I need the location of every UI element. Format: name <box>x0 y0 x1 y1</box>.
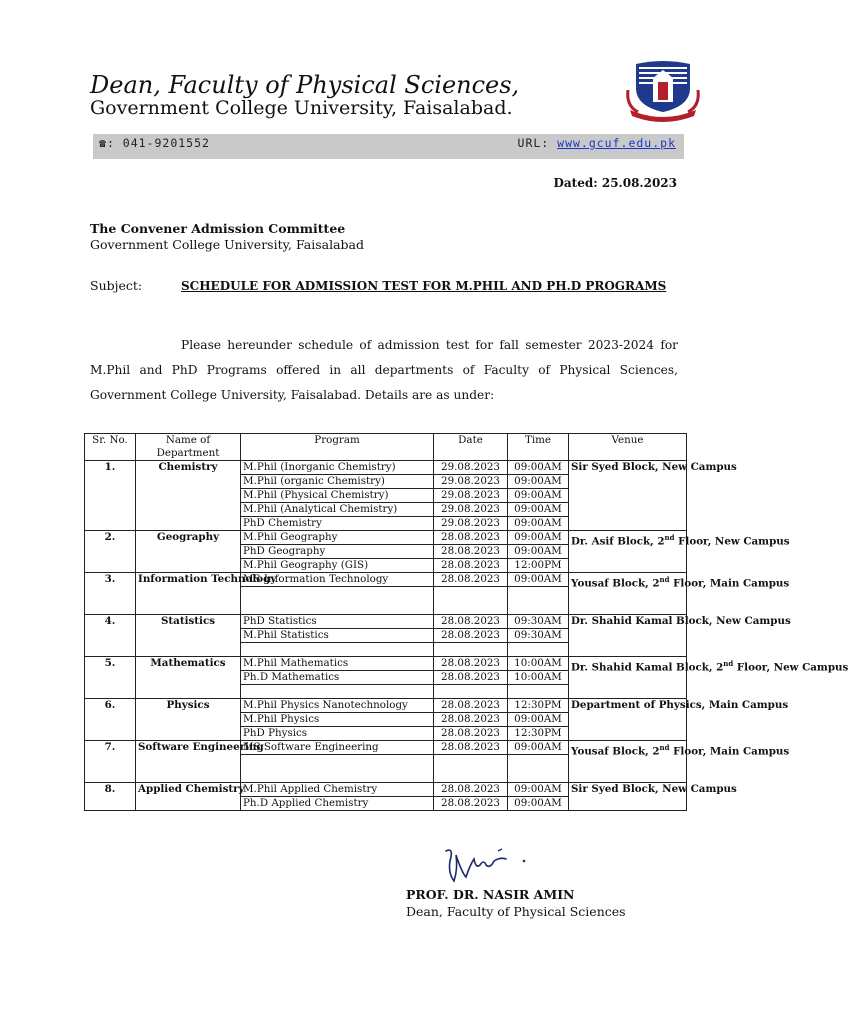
test-time: 10:00AM <box>508 671 569 685</box>
test-date: 28.08.2023 <box>434 657 508 671</box>
test-date: 28.08.2023 <box>434 671 508 685</box>
department-name: Applied Chemistry <box>136 783 241 811</box>
test-time: 09:00AM <box>508 741 569 755</box>
test-date: 29.08.2023 <box>434 517 508 531</box>
table-row <box>85 657 687 671</box>
subject-label: Subject: <box>90 278 143 293</box>
venue: Dr. Asif Block, 2nd Floor, New Campus <box>569 531 687 573</box>
test-date: 29.08.2023 <box>434 475 508 489</box>
empty-cell <box>434 643 508 657</box>
venue: Department of Physics, Main Campus <box>569 699 687 741</box>
serial-number: 4. <box>85 615 136 657</box>
program-name: MS Information Technology <box>241 573 434 587</box>
university-crest-icon <box>624 60 702 120</box>
table-row <box>85 615 687 629</box>
test-time: 09:00AM <box>508 783 569 797</box>
program-name: PhD Statistics <box>241 615 434 629</box>
test-time: 09:00AM <box>508 545 569 559</box>
empty-cell <box>434 587 508 615</box>
test-time: 09:30AM <box>508 615 569 629</box>
program-name: M.Phil Mathematics <box>241 657 434 671</box>
venue: Sir Syed Block, New Campus <box>569 783 687 811</box>
test-time: 09:00AM <box>508 503 569 517</box>
program-name: M.Phil (Analytical Chemistry) <box>241 503 434 517</box>
program-name: M.Phil Geography <box>241 531 434 545</box>
phone-number: : 041-9201552 <box>106 136 210 150</box>
table-row <box>85 699 687 713</box>
department-name: Physics <box>136 699 241 741</box>
schedule-table <box>84 433 848 811</box>
test-date: 29.08.2023 <box>434 461 508 475</box>
serial-number: 2. <box>85 531 136 573</box>
department-name: Chemistry <box>136 461 241 531</box>
test-time: 09:00AM <box>508 531 569 545</box>
empty-cell <box>241 643 434 657</box>
venue: Yousaf Block, 2nd Floor, Main Campus <box>569 741 687 783</box>
schedule-body <box>85 461 848 811</box>
test-date: 28.08.2023 <box>434 713 508 727</box>
test-date: 28.08.2023 <box>434 741 508 755</box>
column-header: Name of Department <box>136 434 241 461</box>
test-time: 09:00AM <box>508 489 569 503</box>
empty-cell <box>241 685 434 699</box>
website-line <box>518 136 676 150</box>
program-name: PhD Chemistry <box>241 517 434 531</box>
phone-icon: ☎ <box>99 136 107 150</box>
test-time: 09:00AM <box>508 475 569 489</box>
test-date: 28.08.2023 <box>434 629 508 643</box>
program-name: PhD Physics <box>241 727 434 741</box>
department-name: Software Engineering <box>136 741 241 783</box>
program-name: Ph.D Applied Chemistry <box>241 797 434 811</box>
test-date: 28.08.2023 <box>434 783 508 797</box>
column-header: Sr. No. <box>85 434 136 461</box>
recipient-organization: Government College University, Faisalabad <box>90 237 364 252</box>
letter-date: Dated: 25.08.2023 <box>553 176 677 190</box>
table-row <box>85 531 687 545</box>
department-name: Information Technology <box>136 573 241 615</box>
program-name: M.Phil (Inorganic Chemistry) <box>241 461 434 475</box>
test-date: 28.08.2023 <box>434 545 508 559</box>
serial-number: 7. <box>85 741 136 783</box>
venue: Dr. Shahid Kamal Block, 2nd Floor, New Campus <box>569 657 687 699</box>
column-header: Date <box>434 434 508 461</box>
test-time: 12:30PM <box>508 727 569 741</box>
program-name: M.Phil (organic Chemistry) <box>241 475 434 489</box>
phone-line <box>99 136 210 150</box>
column-header: Time <box>508 434 569 461</box>
serial-number: 3. <box>85 573 136 615</box>
recipient-title: The Convener Admission Committee <box>90 221 346 236</box>
letterhead-university: Government College University, Faisalabad. <box>90 97 513 119</box>
test-time: 12:30PM <box>508 699 569 713</box>
signer-title: Dean, Faculty of Physical Sciences <box>406 904 626 919</box>
test-date: 28.08.2023 <box>434 531 508 545</box>
website-link[interactable]: www.gcuf.edu.pk <box>557 136 676 150</box>
program-name: M.Phil Statistics <box>241 629 434 643</box>
venue: Sir Syed Block, New Campus <box>569 461 687 531</box>
test-time: 09:00AM <box>508 517 569 531</box>
program-name: M.Phil Geography (GIS) <box>241 559 434 573</box>
department-name: Geography <box>136 531 241 573</box>
department-name: Mathematics <box>136 657 241 699</box>
test-date: 28.08.2023 <box>434 573 508 587</box>
program-name: Ph.D Mathematics <box>241 671 434 685</box>
program-name: M.Phil Applied Chemistry <box>241 783 434 797</box>
subject-text: SCHEDULE FOR ADMISSION TEST FOR M.PHIL AND PH.D PROGRAMS <box>181 279 667 293</box>
test-time: 12:00PM <box>508 559 569 573</box>
serial-number: 8. <box>85 783 136 811</box>
test-time: 09:00AM <box>508 461 569 475</box>
test-time: 09:00AM <box>508 713 569 727</box>
letterhead-title: Dean, Faculty of Physical Sciences, <box>90 71 520 99</box>
test-date: 28.08.2023 <box>434 797 508 811</box>
test-date: 28.08.2023 <box>434 559 508 573</box>
department-name: Statistics <box>136 615 241 657</box>
program-name: M.Phil Physics Nanotechnology <box>241 699 434 713</box>
table-header-row <box>85 434 687 461</box>
empty-cell <box>508 685 569 699</box>
test-date: 29.08.2023 <box>434 489 508 503</box>
signature-mark <box>440 843 532 885</box>
test-time: 09:00AM <box>508 797 569 811</box>
test-time: 10:00AM <box>508 657 569 671</box>
serial-number: 1. <box>85 461 136 531</box>
contact-bar <box>93 134 684 159</box>
column-header: Program <box>241 434 434 461</box>
empty-cell <box>508 755 569 783</box>
table-row <box>85 461 687 475</box>
program-name: M.Phil Physics <box>241 713 434 727</box>
table-row <box>85 783 687 797</box>
test-date: 28.08.2023 <box>434 615 508 629</box>
serial-number: 5. <box>85 657 136 699</box>
empty-cell <box>508 587 569 615</box>
body-paragraph: Please hereunder schedule of admission test for fall semester 2023-2024 for M.Phil and PhD Programs offered in all departments of Faculty of Physical Sciences, Government College University, Faisalabad. Details are as under: <box>90 338 678 402</box>
program-name: MS Software Engineering <box>241 741 434 755</box>
serial-number: 6. <box>85 699 136 741</box>
table-row <box>85 573 687 587</box>
signer-name: PROF. DR. NASIR AMIN <box>406 887 575 902</box>
test-time: 09:00AM <box>508 573 569 587</box>
empty-cell <box>434 685 508 699</box>
column-header: Venue <box>569 434 687 461</box>
test-time: 09:30AM <box>508 629 569 643</box>
empty-cell <box>508 643 569 657</box>
test-date: 28.08.2023 <box>434 727 508 741</box>
empty-cell <box>434 755 508 783</box>
empty-cell <box>241 587 434 615</box>
program-name: M.Phil (Physical Chemistry) <box>241 489 434 503</box>
program-name: PhD Geography <box>241 545 434 559</box>
test-date: 29.08.2023 <box>434 503 508 517</box>
url-label: URL: <box>517 136 558 150</box>
empty-cell <box>241 755 434 783</box>
test-date: 28.08.2023 <box>434 699 508 713</box>
table-row <box>85 741 687 755</box>
venue: Dr. Shahid Kamal Block, New Campus <box>569 615 687 657</box>
venue: Yousaf Block, 2nd Floor, Main Campus <box>569 573 687 615</box>
